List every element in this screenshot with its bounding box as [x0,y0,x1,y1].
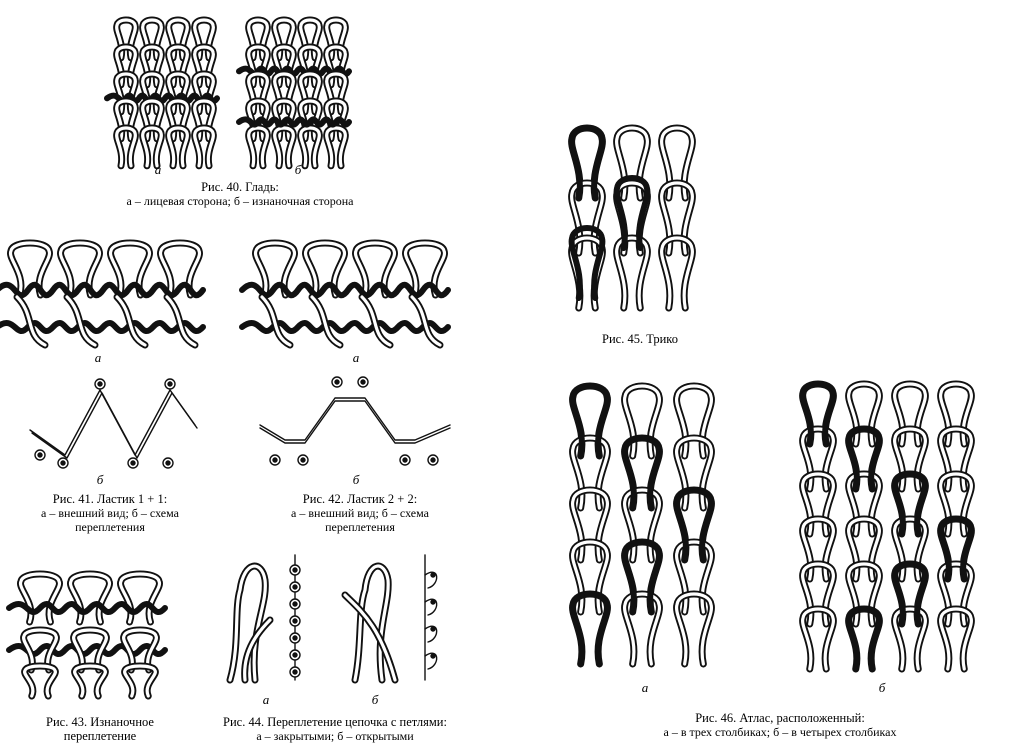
fig42-subtitle-1: а – внешний вид; б – схема [291,506,429,520]
rib-leg [67,297,95,345]
loop-dot [431,573,435,577]
knit-loops-svg [108,12,218,162]
chain-open-svg [340,550,445,685]
rib-leg [312,297,340,345]
purl-loop [20,574,59,622]
atlas-four-svg [790,378,985,668]
atlas-loop [677,594,712,664]
fig41-a-appearance-drawing [5,235,210,350]
loop-dot [431,627,435,631]
rib-loops-svg [5,235,210,350]
fig41-subtitle-2: переплетения [75,520,145,534]
scheme-yarn [260,398,450,440]
fig44-subtitle: а – закрытыми; б – открытыми [256,729,414,743]
rib-loops-svg [250,235,455,350]
loop-dot [293,636,297,640]
rib-scheme-svg [20,370,200,475]
fig42-subtitle-2: переплетения [325,520,395,534]
fig46-label-b: б [878,680,886,695]
tricot-loops-svg [565,118,725,318]
fig43-title-1: Рис. 43. Изнаночное [46,715,154,729]
fig43-caption [15,715,185,743]
fig45-title: Рис. 45. Трико [602,332,678,346]
loop-dot [293,619,297,623]
purl-loops-svg [10,568,180,708]
fig40-subtitle: а – лицевая сторона; б – изнаночная сторона [126,194,354,208]
dark-atlas-loop [573,594,608,664]
fig42-label-a: а [352,350,360,365]
fig44-label-b: б [371,692,379,707]
fig40-b-back-side-drawing [240,12,350,162]
fig42-b-scheme-drawing [255,370,455,475]
loop-dot [131,461,135,465]
fig40-title: Рис. 40. Гладь: [201,180,279,194]
fig41-subtitle-1: а – внешний вид; б – схема [41,506,179,520]
purl-loop [70,574,109,622]
rib-leg [17,297,45,345]
fig42-a-appearance-drawing [250,235,455,350]
fig44-b-open-loops-drawing [340,550,445,685]
fig44-label-a: а [262,692,270,707]
fig42-caption [260,492,460,534]
loop-dot [293,653,297,657]
atlas-loop [625,594,660,664]
fig45-tricot-drawing [565,118,725,318]
loop-dot [431,654,435,658]
fig42-label-b: б [352,472,360,487]
fig44-a-closed-loops-drawing [220,550,315,685]
loop-dot [98,382,102,386]
fig40-caption [80,180,400,208]
fig46-b-four-wales-drawing [790,378,985,668]
loop-dot [403,458,407,462]
loop-dot [293,602,297,606]
fig41-b-scheme-drawing [20,370,200,475]
rib-leg [167,297,195,345]
loop-dot [431,600,435,604]
purl-loop [120,574,159,622]
rib-leg [362,297,390,345]
scheme-yarn [30,390,195,455]
chain-closed-svg [220,550,315,685]
fig41-title: Рис. 41. Ластик 1 + 1: [52,492,168,506]
fig46-label-a: а [641,680,649,695]
loop-dot [361,380,365,384]
fig42-title: Рис. 42. Ластик 2 + 2: [302,492,418,506]
fig43-purl-drawing [10,568,180,708]
loop-dot [431,458,435,462]
loop-dot [273,458,277,462]
fig46-a-three-wales-drawing [565,378,730,668]
knit-loops-svg [240,12,350,162]
fig40-label-b: б [294,162,302,177]
rib-leg [262,297,290,345]
loop-dot [61,461,65,465]
fig40-a-face-side-drawing [108,12,218,162]
fig46-subtitle: а – в трех столбиках; б – в четырех столбиках [663,725,897,739]
loop-dot [293,568,297,572]
rib-scheme-svg [255,370,455,475]
fig41-caption [10,492,210,534]
atlas-three-svg [565,378,730,668]
loop-dot [293,585,297,589]
fig41-label-a: а [94,350,102,365]
fig44-caption [195,715,475,743]
rib-leg [412,297,440,345]
loop-dot [293,670,297,674]
fig44-title: Рис. 44. Переплетение цепочка с петлями: [223,715,447,729]
fig43-title-2: переплетение [63,729,137,743]
loop-dot [168,382,172,386]
loop-dot [335,380,339,384]
rib-leg [117,297,145,345]
loop-dot [301,458,305,462]
loop-dot [166,461,170,465]
fig40-label-a: а [154,162,162,177]
fig45-caption [560,332,720,346]
fig41-label-b: б [96,472,104,487]
fig46-title: Рис. 46. Атлас, расположенный: [695,711,865,725]
fig46-caption [610,711,950,739]
loop-dot [38,453,42,457]
